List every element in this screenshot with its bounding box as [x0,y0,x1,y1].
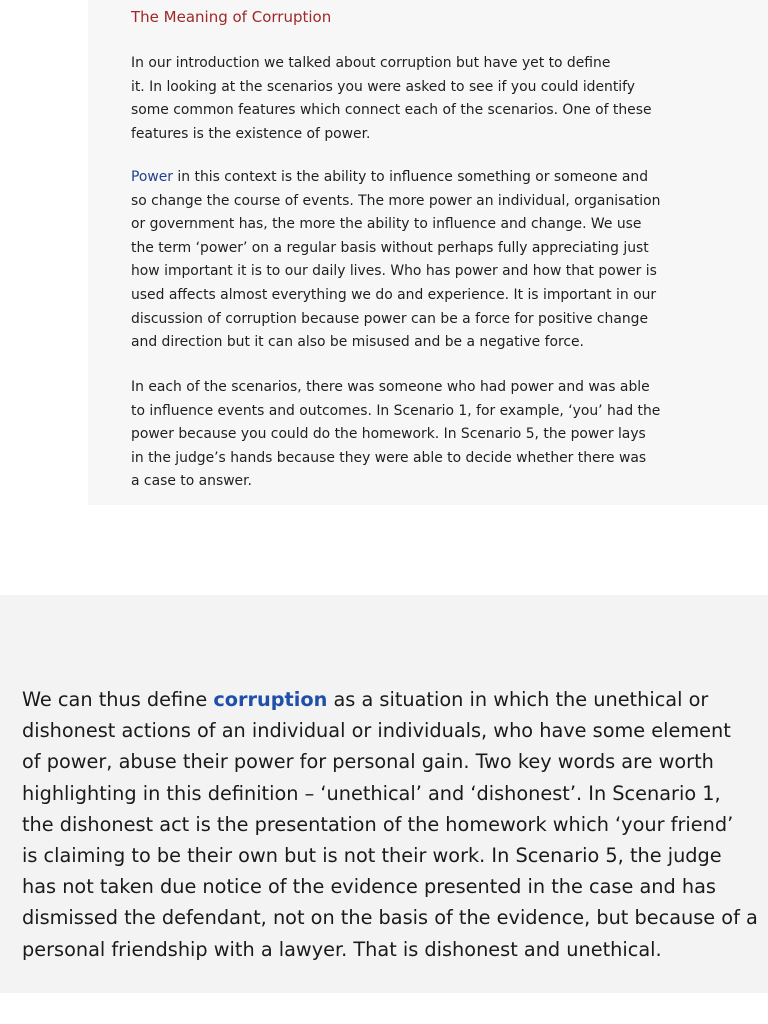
section-title: The Meaning of Corruption [131,8,332,26]
text-line: of power, abuse their power for personal gain. Two key words are worth [22,750,714,774]
text-fragment: We can thus define [22,688,214,711]
text-line [22,684,757,715]
paragraph-power [131,166,671,355]
text-line: to influence events and outcomes. In Scenario 1, for example, ‘you’ had the [131,402,661,419]
paragraph-introduction [131,52,671,146]
text-line [131,166,671,190]
text-line: or government has, the more the ability to influence and change. We use [131,216,642,233]
text-line: features is the existence of power. [131,125,371,142]
text-line: used affects almost everything we do and experience. It is important in our [131,286,657,303]
text-line: how important it is to our daily lives. Who has power and how that power is [131,263,657,280]
text-line: discussion of corruption because power can be a force for positive change [131,310,649,327]
text-line: power because you could do the homework. In Scenario 5, the power lays [131,426,646,443]
text-line: and direction but it can also be misused and be a negative force. [131,334,584,351]
text-line: some common features which connect each of the scenarios. One of these [131,102,652,119]
text-fragment: in this context is the ability to influence something or someone and [173,169,649,185]
text-line: personal friendship with a lawyer. That is dishonest and unethical. [22,937,662,961]
text-line: it. In looking at the scenarios you were asked to see if you could identify [131,78,636,95]
text-line: the term ‘power’ on a regular basis without perhaps fully appreciating just [131,239,649,256]
text-line: has not taken due notice of the evidence presented in the case and has [22,875,716,899]
text-line: is claiming to be their own but is not their work. In Scenario 5, the judge [22,844,722,868]
text-line: In our introduction we talked about corruption but have yet to define [131,55,611,71]
keyword-corruption: corruption [213,688,328,711]
paragraph-definition [22,684,757,965]
text-line: so change the course of events. The more power an individual, organisation [131,192,661,209]
text-line: the dishonest act is the presentation of the homework which ‘your friend’ [22,812,734,836]
paragraph-scenarios [131,376,671,494]
text-line: highlighting in this definition – ‘unethical’ and ‘dishonest’. In Scenario 1, [22,781,721,805]
keyword-power: Power [131,169,173,185]
text-line: dishonest actions of an individual or individuals, who have some element [22,719,731,743]
text-fragment: as a situation in which the unethical or [327,688,709,711]
text-line: dismissed the defendant, not on the basis of the evidence, but because of a [22,906,758,930]
text-line: in the judge’s hands because they were able to decide whether there was [131,449,647,466]
text-line: In each of the scenarios, there was someone who had power and was able [131,379,650,395]
text-line: a case to answer. [131,473,252,490]
